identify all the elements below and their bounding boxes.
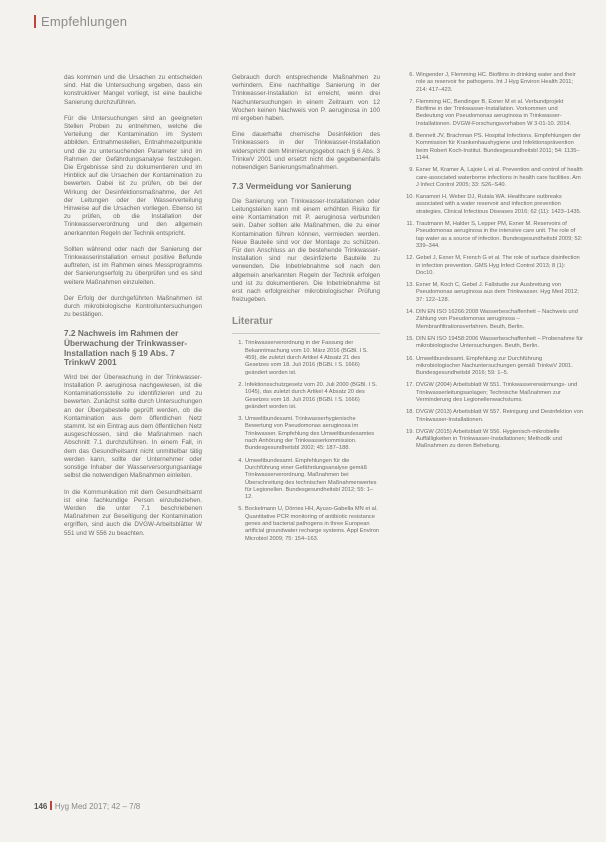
reference-text: Umweltbundesamt. Empfehlungen für die Durchführung einer Gefährdungsanalyse gemäß Trinkwasserverordnung. Maßnahmen bei Überschreitung des technischen Maßnahmenwertes für Legionellen. Bundesgesundheitsbl 2012; 55: 1–12. (245, 457, 377, 501)
reference-number: 9. (409, 167, 414, 174)
reference-text: Kanamori H, Weber DJ, Rutala WA. Healthcare outbreaks associated with a water reservoir and infection prevention strategies. Clinical Infectious Diseases 2016; 62 (11): 1423–1435. (416, 194, 582, 215)
reference-item (403, 194, 583, 216)
reference-number: 12. (406, 255, 414, 262)
reference-text: DIN EN ISO 16266:2008 Wasserbeschaffenheit – Nachweis und Zählung von Pseudomonas aeruginosa – Membranfiltrationsverfahren. Beuth, Berlin. (416, 309, 578, 330)
reference-text: DVGW (2004) Arbeitsblatt W 551. Trinkwassererwärmungs- und Trinkwasserleitungsanlagen; Technische Maßnahmen zur Verminderung des Legionellenwachstums. (416, 382, 578, 403)
reference-item (403, 282, 583, 304)
reference-text: Umweltbundesamt. Empfehlung zur Durchführung mikrobiologischer Nachuntersuchungen gemäß TrinkwV 2001. Bundesgesundheitsbl 2016; 59: 1–5. (416, 355, 573, 377)
reference-number: 14. (406, 309, 414, 316)
reference-text: DVGW (2013) Arbeitsblatt W 557. Reinigung und Desinfektion von Trinkwasser-Installationen. (416, 409, 583, 423)
reference-number: 4. (238, 457, 243, 464)
reference-text: Trinkwasserverordnung in der Fassung der Bekanntmachung vom 10. März 2016 (BGBl. I S. 459), die zuletzt durch Artikel 4 Absatz 21 des Gesetzes vom 18. Juli 2016 (BGBl. I S. 1666) geändert worden ist. (245, 340, 368, 376)
reference-item (403, 72, 583, 94)
paragraph: Der Erfolg der durchgeführten Maßnahmen ist durch mikrobiologische Kontrolluntersuchungen zu bestätigen. (64, 294, 202, 319)
paragraph: Wird bei der Überwachung in der Trinkwasser-Installation P. aeruginosa nachgewiesen, ist die Kontaminationsstelle zu identifizieren und zu bewerten. Zunächst sollte durch Untersuchungen an der Übergabestelle geprüft werden, ob die Kontamination aus dem öffentlichen Netz stammt. Ist ein Eintrag aus dem öffentlichen Netz ausgeschlossen, sind die Maßnahmen nach Abschnitt 7.1 durchzuführen. In einem Fall, in dem das Gesundheitsamt nicht unmittelbar tätig werden kann, sollte der Unternehmer oder sonstige Inhaber der Wasserversorgungsanlage selbst die notwendigen Maßnahmen einleiten. (64, 373, 202, 480)
paragraph: Gebrauch durch entsprechende Maßnahmen zu verhindern. Eine nachhaltige Sanierung in der Trinkwasser-Installation ist erreicht, wenn drei Nachuntersuchungen in einem Zeitraum von 12 Wochen keinen Nachweis von P. aeruginosa in 100 ml ergeben haben. (232, 74, 380, 123)
reference-item (403, 99, 583, 128)
reference-number: 15. (406, 335, 414, 342)
reference-item (403, 356, 583, 378)
reference-item (403, 133, 583, 162)
reference-text: Trautmann M, Halder S, Lepper PM, Exner M. Reservoirs of Pseudomonas aeruginosa in the intensive care unit. The role of tap water as a source of infection. Bundesgesundheitsbl 2009; 52: 339–344. (416, 221, 583, 249)
reference-number: 5. (238, 506, 243, 513)
page-number: 146 (34, 802, 48, 811)
journal-citation: Hyg Med 2017; 42 – 7/8 (54, 802, 141, 811)
footer-marker (50, 801, 52, 810)
reference-text: Umweltbundesamt. Trinkwasserhygienische Bewertung von Pseudomonas aeruginosa im Trinkwasser. Empfehlung des Umweltbundesamtes nach Anhörung der Trinkwasserkommission. Bundesgesundheitsbl 2002; 45: 187–188. (245, 416, 375, 452)
reference-text: DVGW (2015) Arbeitsblatt W 556. Hygienisch-mikrobielle Auffälligkeiten in Trinkwasser-Installationen; Methodik und Maßnahmen zu deren Behebung. (416, 428, 562, 450)
section-marker (34, 15, 36, 28)
page-footer (34, 801, 140, 811)
reference-item (232, 340, 380, 376)
reference-item (232, 506, 380, 542)
paragraph: Eine dauerhafte chemische Desinfektion des Trinkwassers in der Trinkwasser-Installation widerspricht dem Minimierungsgebot nach § 6 Abs. 3 TrinkwV 2001 und ersetzt nicht die gegebenenfalls notwendigen Sanierungsmaßnahmen. (232, 131, 380, 172)
reference-item (403, 309, 583, 331)
paragraph: Sollten während oder nach der Sanierung der Trinkwasserinstallation erneut positive Befunde auftreten, ist im Rahmen eines Messprogramms der Sanierungserfolg zu überprüfen und es sind weitere Maßnahmen einzuleiten. (64, 245, 202, 286)
reference-text: Exner M, Koch C, Gebel J. Fallstudie zur Ausbreitung von Pseudomonas aeruginosa aus dem Trinkwasser. Hyg Med 2012; 37: 122–128. (416, 282, 579, 303)
reference-text: Flemming HC, Bendinger B, Exner M et al. Verbundprojekt Biofilme in der Trinkwasser-Installation. Vorkommen und Bedeutung von Pseudomonas aeruginosa in Trinkwasser-Installationen. DVGW-Forschungsvorhaben W 3-01-10. 2014. (416, 98, 572, 127)
reference-item (232, 416, 380, 452)
column-middle (232, 74, 380, 774)
heading-7-3: 7.3 Vermeidung vor Sanierung (232, 181, 352, 192)
reference-text: DIN EN ISO 19458:2006 Wasserbeschaffenheit – Probenahme für mikrobiologische Untersuchungen. Beuth, Berlin. (416, 335, 583, 350)
reference-number: 7. (409, 98, 414, 105)
reference-number: 10. (406, 194, 414, 201)
reference-item (403, 382, 583, 404)
section-header (34, 14, 127, 29)
reference-number: 1. (238, 340, 243, 347)
reference-number: 2. (238, 381, 243, 388)
reference-item (403, 429, 583, 451)
reference-list (232, 340, 380, 542)
reference-item (403, 336, 583, 351)
reference-item (403, 167, 583, 189)
heading-7-2: 7.2 Nachweis im Rahmen der Überwachung der Trinkwasser-Installation nach § 19 Abs. 7 TrinkwV 2001 (64, 328, 188, 368)
reference-text: Exner M, Kramer A, Lajoie L et al. Prevention and control of health care-associated waterborne infections in health care facilities. Am J Infect Control 2005; 33: S26–S40. (416, 167, 583, 188)
paragraph: Die Sanierung von Trinkwasser-Installationen oder Leitungsteilen kann mit einem erhöhten Risiko für eine Kontamination mit P. aeruginosa verbunden sein. Daher sollten alle Maßnahmen, die zu einer Kontamination führen können, vermieden werden. Neue Bauteile sind vor der Montage zu schützen. Für den Anschluss an die bestehende Trinkwasser-Installation sind nur desinfizierte Bauteile zu verwenden. Die Inbetriebnahme soll nach den allgemein anerkannten Regeln der Technik erfolgen und ist zu dokumentieren. Die Inbetriebnahme ist erst nach erfolgreicher mikrobiologischer Prüfung freizugeben. (232, 197, 380, 304)
reference-number: 19. (406, 428, 414, 435)
reference-number: 17. (406, 382, 414, 389)
reference-text: Gebel J, Exner M, French G et al. The role of surface disinfection in infection prevention. GMS Hyg Infect Control 2013; 8 (1): Doc10. (416, 255, 580, 276)
literature-section (232, 316, 380, 542)
paragraph: das kommen und die Ursachen zu entscheiden sind. Hat die Untersuchung ergeben, dass ein konstruktiver Mangel vorliegt, ist eine bauliche Sanierung durchzuführen. (64, 74, 202, 106)
reference-item (232, 382, 380, 411)
section-title: Empfehlungen (41, 14, 128, 29)
column-right (403, 72, 583, 816)
reference-number: 16. (406, 355, 414, 362)
literature-divider (232, 333, 380, 334)
reference-number: 18. (406, 409, 414, 416)
reference-item (232, 458, 380, 502)
paragraph: In die Kommunikation mit dem Gesundheitsamt ist eine fachkundige Person einzubeziehen. Werden die unter 7.1 beschriebenen Maßnahmen zur Beseitigung der Kontamination ergriffen, sind auch die DVGW-Arbeitsblätter W 551 und W 556 zu beachten. (64, 488, 202, 537)
reference-text: Infektionsschutzgesetz vom 20. Juli 2000 (BGBl. I S. 1045), das zuletzt durch Artikel 4 Absatz 20 des Gesetzes vom 18. Juli 2016 (BGBl. I S. 1666) geändert worden ist. (245, 381, 378, 410)
reference-item (403, 255, 583, 277)
paragraph: Für die Untersuchungen sind an geeigneten Stellen Proben zu entnehmen, welche die Verteilung der Kontamination im System abbilden. Entnahmestellen, Entnahmezeitpunkte und die zu untersuchenden Parameter sind im Rahmen der Gefährdungsanalyse festzulegen. Die Ergebnisse sind zu dokumentieren und im Hinblick auf die Ursachen der Kontamination zu bewerten. Dabei ist zu prüfen, ob bei der Wirkung der Desinfektionsmaßnahme, der Art der Leitungen oder der Wasserverteilung Hinweise auf die Ursachen vorliegen. Ebenso ist zu prüfen, ob die Installation der Trinkwasserverordnung und den allgemein anerkannten Regeln der Technik entspricht. (64, 114, 202, 237)
reference-item (403, 409, 583, 424)
reference-list-continued (403, 72, 583, 451)
column-left (64, 74, 202, 774)
reference-number: 3. (238, 416, 243, 423)
literature-heading: Literatur (232, 316, 273, 328)
reference-text: Bennett JV, Brachman PS. Hospital Infections. Empfehlungen der Kommission für Krankenhaushygiene und Infektionsprävention beim Robert Koch-Institut. Bundesgesundheitsbl 2011; 54: 1135–1144. (416, 133, 581, 161)
reference-item (403, 221, 583, 250)
reference-number: 13. (406, 282, 414, 289)
reference-number: 11. (406, 221, 414, 228)
reference-text: Bockelmann U, Dörries HH, Ayuso-Gabella MN et al. Quantitative PCR monitoring of antibiotic resistance genes and bacterial pathogens in three European artificial groundwater recharge systems. Appl Environ Microbiol 2009; 75: 154–163. (245, 506, 380, 542)
reference-number: 8. (409, 133, 414, 140)
reference-text: Wingender J, Flemming HC. Biofilms in drinking water and their role as reservoir for pathogens. Int J Hyg Environ Health 2011; 214: 417–423. (416, 72, 576, 93)
reference-number: 6. (409, 72, 414, 78)
